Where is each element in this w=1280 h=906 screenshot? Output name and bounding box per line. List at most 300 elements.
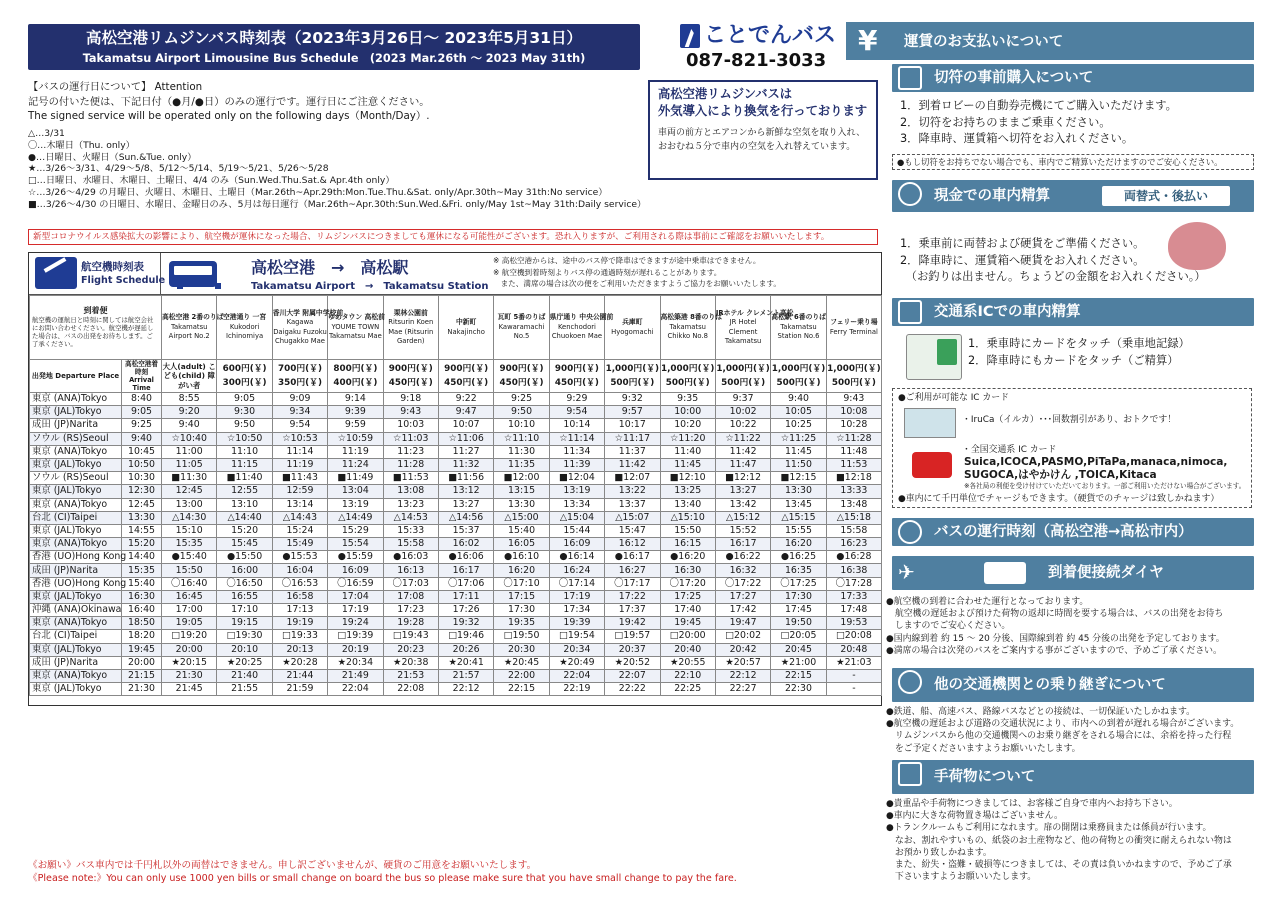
stop-name-en: JR Hotel Clement Takamatsu xyxy=(724,318,762,345)
departure-time-cell: 16:09 xyxy=(328,564,383,577)
departure-time-cell: 15:55 xyxy=(771,524,826,537)
stop-name-en: Kukodori Ichinomiya xyxy=(226,322,264,341)
departure-time-cell: ■12:04 xyxy=(549,472,604,485)
ticket-header xyxy=(892,64,1254,92)
cash-header xyxy=(892,180,1254,212)
departure-time-cell: 11:19 xyxy=(272,458,327,471)
company-logo xyxy=(680,22,837,74)
departure-time-cell: 17:25 xyxy=(660,590,715,603)
departure-time-cell: 19:15 xyxy=(217,617,272,630)
departure-time-cell: 9:35 xyxy=(660,393,715,406)
departure-time-cell: 20:40 xyxy=(660,643,715,656)
departure-time-cell: 17:37 xyxy=(605,604,660,617)
departure-time-cell: 〇17:28 xyxy=(826,577,881,590)
departure-time-cell: ●15:50 xyxy=(217,551,272,564)
departure-time-cell: 16:17 xyxy=(715,538,770,551)
fare-adult: 1,000円(￥) xyxy=(660,364,715,374)
departure-time-cell: 16:20 xyxy=(771,538,826,551)
departure-time-cell: 17:10 xyxy=(217,604,272,617)
departure-time-cell: 15:58 xyxy=(826,524,881,537)
bus-small-icon xyxy=(984,562,1026,584)
table-row xyxy=(30,498,882,511)
departure-time-cell: 17:04 xyxy=(328,590,383,603)
stop-name-jp: 瓦町 5番のりば xyxy=(497,313,546,322)
fare-adult: 600円(￥) xyxy=(222,364,267,374)
departure-time-cell: ●16:20 xyxy=(660,551,715,564)
departure-time-cell: 13:10 xyxy=(217,498,272,511)
bus-time-header xyxy=(892,518,1254,546)
connect-header xyxy=(892,556,1254,590)
fare-child: 300円(￥) xyxy=(222,378,267,388)
departure-time-cell: 〇17:06 xyxy=(438,577,493,590)
departure-time-cell: 〇17:20 xyxy=(660,577,715,590)
route-notes xyxy=(493,255,881,295)
departure-time-cell: 9:54 xyxy=(549,406,604,419)
departure-time-cell: △14:49 xyxy=(328,511,383,524)
departure-time-cell: △14:56 xyxy=(438,511,493,524)
route-jp: 高松空港 → 高松駅 xyxy=(251,258,409,277)
departure-time-cell: △14:53 xyxy=(383,511,438,524)
legend-item: □…日曜日、水曜日、木曜日、土曜日、4/4 のみ（Sun.Wed.Thu.Sat.& Apr.4th only） xyxy=(28,175,395,187)
departure-time-cell: 16:12 xyxy=(605,538,660,551)
origin-cell: 台北 (CI)Taipei xyxy=(30,630,122,643)
fare-cell xyxy=(660,360,715,393)
departure-time-cell: 10:17 xyxy=(605,419,660,432)
stop-name-jp: JRホテル クレメント高松 xyxy=(715,308,794,317)
departure-time-cell: 22:12 xyxy=(438,683,493,696)
departure-time-cell: 〇16:50 xyxy=(217,577,272,590)
departure-time-cell: ■12:12 xyxy=(715,472,770,485)
origin-cell: 成田 (JP)Narita xyxy=(30,564,122,577)
table-row xyxy=(30,524,882,537)
departure-time-cell: ☆10:50 xyxy=(217,432,272,445)
origin-cell: 東京 (JAL)Tokyo xyxy=(30,683,122,696)
national-label: ・全国交通系 IC カード xyxy=(962,445,1057,455)
origin-cell: 東京 (JAL)Tokyo xyxy=(30,485,122,498)
departure-time-cell: □20:00 xyxy=(660,630,715,643)
departure-time-cell: 19:50 xyxy=(771,617,826,630)
departure-time-cell: 13:08 xyxy=(383,485,438,498)
departure-time-cell: 22:19 xyxy=(549,683,604,696)
departure-time-cell: 11:14 xyxy=(272,445,327,458)
departure-time-cell: ■12:18 xyxy=(826,472,881,485)
fare-child: 500円(￥) xyxy=(776,378,821,388)
stop-name-en: Nakajincho xyxy=(447,327,485,336)
legend-item: 〇…木曜日（Thu. only） xyxy=(28,139,135,151)
ticket-item: 3．降車時、運賃箱へ切符をお入れください。 xyxy=(900,132,1134,145)
fare-adult: 800円(￥) xyxy=(333,364,378,374)
departure-time-cell: 16:20 xyxy=(494,564,549,577)
ic-reader-icon xyxy=(898,300,922,324)
arrival-time-label-cell: 高松空港着時刻 Arrival Time xyxy=(122,360,162,393)
charge-note: ●車内にて千円単位でチャージもできます。（硬貨でのチャージは致しかねます） xyxy=(898,494,1220,504)
stop-name-en: Takamatsu Airport No.2 xyxy=(168,322,210,341)
flight-schedule-header xyxy=(29,253,166,295)
departure-time-cell: ☆11:14 xyxy=(549,432,604,445)
departure-time-cell: 22:12 xyxy=(715,669,770,682)
departure-time-cell: ■11:43 xyxy=(272,472,327,485)
departure-time-cell: 20:23 xyxy=(383,643,438,656)
origin-cell: 香港 (UO)Hong Kong xyxy=(30,577,122,590)
departure-time-cell: 11:35 xyxy=(494,458,549,471)
luggage-notes xyxy=(886,798,1232,883)
departure-time-cell: 16:55 xyxy=(217,590,272,603)
departure-time-cell: 17:19 xyxy=(328,604,383,617)
connect-notes xyxy=(886,596,1225,657)
arrival-time-cell: 12:30 xyxy=(122,485,162,498)
stop-header xyxy=(217,296,272,360)
stop-name-en: Ritsurin Koen Mae (Ritsurin Garden) xyxy=(388,318,434,345)
departure-time-cell: 15:54 xyxy=(328,538,383,551)
departure-time-cell: ★20:57 xyxy=(715,656,770,669)
cash-items xyxy=(900,236,1206,286)
departure-time-cell: □19:33 xyxy=(272,630,327,643)
fare-adult: 1,000円(￥) xyxy=(771,364,826,374)
departure-time-cell: 11:39 xyxy=(549,458,604,471)
arrival-header-cell xyxy=(30,296,162,360)
departure-time-cell: ●16:28 xyxy=(826,551,881,564)
departure-time-cell: 11:50 xyxy=(771,458,826,471)
arrival-time-cell: 14:40 xyxy=(122,551,162,564)
departure-time-cell: 9:57 xyxy=(605,406,660,419)
luggage-note: また、紛失・盗難・破損等につきましては、その責は負いかねますので、予めご了承 xyxy=(886,860,1232,871)
departure-time-cell: 16:00 xyxy=(217,564,272,577)
footnote-en: 《Please note:》You can only use 1000 yen bills or small change on board the bus so please make sure that you have small change to pay the fare. xyxy=(28,872,737,884)
departure-time-cell: ★20:49 xyxy=(549,656,604,669)
departure-time-cell: 9:39 xyxy=(328,406,383,419)
yen-icon: ¥ xyxy=(858,24,878,57)
departure-time-cell: 13:15 xyxy=(494,485,549,498)
fare-cell xyxy=(549,360,604,393)
fare-adult: 700円(￥) xyxy=(277,364,322,374)
cash-title: 現金での車内精算 xyxy=(934,188,1050,204)
stop-name-en: Kawaramachi No.5 xyxy=(498,322,545,341)
origin-label-cell: 出発地 Departure Place xyxy=(30,360,122,393)
fare-cell xyxy=(328,360,383,393)
fare-cell xyxy=(605,360,660,393)
departure-time-cell: 21:44 xyxy=(272,669,327,682)
departure-time-cell: 17:30 xyxy=(771,590,826,603)
origin-cell: 東京 (ANA)Tokyo xyxy=(30,393,122,406)
departure-time-cell: 15:40 xyxy=(494,524,549,537)
departure-time-cell: 13:12 xyxy=(438,485,493,498)
table-row xyxy=(30,683,882,696)
departure-time-cell: 11:40 xyxy=(660,445,715,458)
departure-time-cell: 11:45 xyxy=(660,458,715,471)
notice-body-1: 車両の前方とエアコンから新鮮な空気を取り入れ、 xyxy=(658,128,866,138)
departure-time-cell: 9:59 xyxy=(328,419,383,432)
origin-cell: 東京 (JAL)Tokyo xyxy=(30,524,122,537)
clock-icon xyxy=(898,520,922,544)
legend-item: ★…3/26～3/31、4/29～5/8、5/12～5/14、5/19～5/21、5/26～5/28 xyxy=(28,163,329,175)
departure-time-cell: 21:45 xyxy=(162,683,217,696)
luggage-note: ●貴重品や手荷物につきましては、お客様ご自身で車内へお持ち下さい。 xyxy=(886,799,1178,809)
national-cards xyxy=(964,456,1227,482)
departure-time-cell: ■11:40 xyxy=(217,472,272,485)
departure-time-cell: 15:33 xyxy=(383,524,438,537)
departure-time-cell: - xyxy=(826,683,881,696)
luggage-header xyxy=(892,760,1254,794)
departure-time-cell: 20:19 xyxy=(328,643,383,656)
table-row xyxy=(30,445,882,458)
departure-time-cell: ■11:49 xyxy=(328,472,383,485)
ticket-note: ●もし切符をお持ちでない場合でも、車内でご精算いただけますのでご安心ください。 xyxy=(892,154,1254,170)
departure-time-cell: △14:40 xyxy=(217,511,272,524)
luggage-note: なお、割れやすいもの、紙袋のお土産物など、他の荷物との衝突に耐えられない物は xyxy=(886,835,1232,846)
ic-header xyxy=(892,298,1254,326)
departure-time-cell: 19:47 xyxy=(715,617,770,630)
departure-time-cell: 13:33 xyxy=(826,485,881,498)
national-cards-1: Suica,ICOCA,PASMO,PiTaPa,manaca,nimoca, xyxy=(964,456,1228,468)
departure-time-cell: 9:30 xyxy=(217,406,272,419)
table-row xyxy=(30,538,882,551)
fare-child: 450円(￥) xyxy=(444,378,489,388)
departure-time-cell: 16:45 xyxy=(162,590,217,603)
table-row xyxy=(30,472,882,485)
departure-time-cell: □19:30 xyxy=(217,630,272,643)
departure-time-cell: 10:00 xyxy=(660,406,715,419)
departure-time-cell: 19:24 xyxy=(328,617,383,630)
departure-time-cell: □19:57 xyxy=(605,630,660,643)
departure-time-cell: 9:43 xyxy=(383,406,438,419)
departure-time-cell: □19:20 xyxy=(162,630,217,643)
table-row xyxy=(30,630,882,643)
departure-time-cell: 22:07 xyxy=(605,669,660,682)
legend-item: ■…3/26～4/30 の日曜日、水曜日、金曜日のみ、5月は毎日運行（Mar.26th~Apr.30th:Sun.Wed.&Fri. only/May 1st~May 31th:Daily service） xyxy=(28,198,647,210)
departure-time-cell: 16:17 xyxy=(438,564,493,577)
departure-time-cell: 9:40 xyxy=(162,419,217,432)
transfer-arrows-icon xyxy=(898,670,922,694)
table-row xyxy=(30,393,882,406)
arrival-time-cell: 14:55 xyxy=(122,524,162,537)
departure-time-cell: ★20:34 xyxy=(328,656,383,669)
route-note: また、満席の場合は次の便をご利用いただきますようご協力をお願いいたします。 xyxy=(493,279,781,289)
notice-body-2: おおむね５分で車内の空気を入れ替えています。 xyxy=(658,142,856,152)
departure-time-cell: ●16:22 xyxy=(715,551,770,564)
iruca-card-icon xyxy=(904,408,956,438)
origin-cell: ソウル (RS)Seoul xyxy=(30,472,122,485)
departure-time-cell: 19:28 xyxy=(383,617,438,630)
arrival-time-cell: 21:30 xyxy=(122,683,162,696)
departure-time-cell: 17:40 xyxy=(660,604,715,617)
legend-item: ●…日曜日、火曜日（Sun.&Tue. only） xyxy=(28,151,197,163)
table-row xyxy=(30,617,882,630)
departure-time-cell: 11:05 xyxy=(162,458,217,471)
fare-child: 450円(￥) xyxy=(388,378,433,388)
departure-time-cell: 20:26 xyxy=(438,643,493,656)
schedule-table xyxy=(29,295,882,696)
departure-time-cell: 16:35 xyxy=(771,564,826,577)
coin-purse-icon xyxy=(1168,222,1226,270)
departure-time-cell: ☆11:25 xyxy=(771,432,826,445)
departure-time-cell: 17:48 xyxy=(826,604,881,617)
departure-time-cell: 13:27 xyxy=(438,498,493,511)
fare-adult: 900円(￥) xyxy=(444,364,489,374)
ticket-items xyxy=(900,98,1177,148)
ic-item: 2．降車時にもカードをタッチ（ご精算） xyxy=(968,353,1179,367)
departure-time-cell: 19:35 xyxy=(494,617,549,630)
departure-time-cell: ●15:40 xyxy=(162,551,217,564)
departure-time-cell: 15:52 xyxy=(715,524,770,537)
fare-cell xyxy=(438,360,493,393)
stop-name-en: Takamatsu Station No.6 xyxy=(777,322,820,341)
departure-time-cell: 19:42 xyxy=(605,617,660,630)
departure-time-cell: 21:59 xyxy=(272,683,327,696)
departure-time-cell: 11:37 xyxy=(605,445,660,458)
departure-time-cell: ★20:52 xyxy=(605,656,660,669)
departure-time-cell: 9:05 xyxy=(217,393,272,406)
stop-header xyxy=(328,296,383,360)
route-en: Takamatsu Airport → Takamatsu Station xyxy=(251,281,489,292)
departure-time-cell: 20:10 xyxy=(217,643,272,656)
kotoden-logo-icon xyxy=(680,24,700,48)
departure-time-cell: 11:47 xyxy=(715,458,770,471)
departure-time-cell: ●16:25 xyxy=(771,551,826,564)
fare-child: 450円(￥) xyxy=(554,378,599,388)
departure-time-cell: 21:53 xyxy=(383,669,438,682)
fare-cell xyxy=(272,360,327,393)
table-row xyxy=(30,643,882,656)
stops-header-row xyxy=(30,296,882,360)
departure-time-cell: 20:13 xyxy=(272,643,327,656)
departure-time-cell: □19:39 xyxy=(328,630,383,643)
departure-time-cell: 20:37 xyxy=(605,643,660,656)
stop-header xyxy=(494,296,549,360)
departure-time-cell: □19:50 xyxy=(494,630,549,643)
plane-arrival-icon: ✈ xyxy=(898,560,915,584)
departure-time-cell: 13:40 xyxy=(660,498,715,511)
departure-time-cell: 13:34 xyxy=(549,498,604,511)
departure-time-cell: 9:47 xyxy=(438,406,493,419)
departure-time-cell: 21:55 xyxy=(217,683,272,696)
departure-time-cell: 17:15 xyxy=(494,590,549,603)
departure-time-cell: ●16:14 xyxy=(549,551,604,564)
departure-time-cell: 21:30 xyxy=(162,669,217,682)
departure-time-cell: 11:48 xyxy=(826,445,881,458)
departure-time-cell: 〇17:25 xyxy=(771,577,826,590)
departure-time-cell: ☆11:10 xyxy=(494,432,549,445)
transfer-note: リムジンバスから他の交通機関へのお乗り継ぎをされる場合には、余裕を持った行程 xyxy=(886,731,1232,742)
departure-time-cell: 21:57 xyxy=(438,669,493,682)
national-note: ※各社局の利便を受け付けていただいております。一部ご利用いただけない場合がございます。 xyxy=(964,482,1246,490)
departure-time-cell: 9:14 xyxy=(328,393,383,406)
origin-cell: 沖縄 (ANA)Okinawa xyxy=(30,604,122,617)
arrival-time-cell: 10:30 xyxy=(122,472,162,485)
departure-time-cell: 11:27 xyxy=(438,445,493,458)
departure-time-cell: 15:47 xyxy=(605,524,660,537)
departure-time-cell: 11:24 xyxy=(328,458,383,471)
departure-time-cell: 11:45 xyxy=(771,445,826,458)
departure-time-cell: 10:20 xyxy=(660,419,715,432)
arrival-time-cell: 15:20 xyxy=(122,538,162,551)
departure-time-cell: 8:55 xyxy=(162,393,217,406)
departure-time-cell: 9:50 xyxy=(217,419,272,432)
departure-time-cell: 13:19 xyxy=(328,498,383,511)
departure-time-cell: 〇16:53 xyxy=(272,577,327,590)
table-row xyxy=(30,458,882,471)
stop-header xyxy=(549,296,614,360)
bus-icon xyxy=(169,261,217,287)
arrival-time-cell: 9:05 xyxy=(122,406,162,419)
transfer-note: ●航空機の遅延および道路の交通状況により、市内への到着が遅れる場合がございます。 xyxy=(886,719,1240,730)
origin-cell: 東京 (ANA)Tokyo xyxy=(30,669,122,682)
stop-header xyxy=(660,296,722,360)
connect-title: 到着便接続ダイヤ xyxy=(1048,565,1164,581)
luggage-note: 下さいますようお願いいたします。 xyxy=(886,872,1037,883)
departure-time-cell: 16:38 xyxy=(826,564,881,577)
departure-time-cell: 16:24 xyxy=(549,564,604,577)
attention-line: The signed service will be operated only on the following days（Month/Day）. xyxy=(28,110,430,122)
departure-time-cell: 9:20 xyxy=(162,406,217,419)
fare-cell xyxy=(494,360,549,393)
stop-name-jp: 空港通り 一宮 xyxy=(223,313,267,322)
departure-time-cell: 19:53 xyxy=(826,617,881,630)
notice-title-2: 外気導入により換気を行っております xyxy=(658,104,868,118)
departure-time-cell: 13:19 xyxy=(549,485,604,498)
bus-time-title: バスの運行時刻（高松空港→高松市内） xyxy=(934,524,1193,540)
stop-header xyxy=(715,296,794,360)
departure-time-cell: 16:32 xyxy=(715,564,770,577)
cash-item: （お釣りは出ません。ちょうどの金額をお入れください。） xyxy=(900,270,1206,283)
departure-time-cell: 20:30 xyxy=(494,643,549,656)
departure-time-cell: ■12:00 xyxy=(494,472,549,485)
departure-time-cell: □20:02 xyxy=(715,630,770,643)
origin-cell: ソウル (RS)Seoul xyxy=(30,432,122,445)
departure-time-cell: 〇17:22 xyxy=(715,577,770,590)
connect-note: ●航空機の到着に合わせた運行となっております。 xyxy=(886,597,1089,607)
departure-time-cell: 17:13 xyxy=(272,604,327,617)
departure-time-cell: 19:32 xyxy=(438,617,493,630)
luggage-note: お預かり致しかねます。 xyxy=(886,847,992,858)
stop-name-en: Takamatsu Chikko No.8 xyxy=(667,322,708,341)
departure-time-cell: 12:45 xyxy=(162,485,217,498)
fare-cell xyxy=(771,360,826,393)
arrival-time-cell: 10:50 xyxy=(122,458,162,471)
luggage-note: ●トランクルームもご利用になれます。扉の開閉は乗務員または係員が行います。 xyxy=(886,823,1212,834)
arrival-time-cell: 21:15 xyxy=(122,669,162,682)
departure-time-cell: 9:54 xyxy=(272,419,327,432)
departure-time-cell: 22:15 xyxy=(771,669,826,682)
departure-time-cell: 22:00 xyxy=(494,669,549,682)
departure-time-cell: ●16:10 xyxy=(494,551,549,564)
departure-time-cell: 20:34 xyxy=(549,643,604,656)
departure-time-cell: 17:42 xyxy=(715,604,770,617)
fare-adult: 900円(￥) xyxy=(499,364,544,374)
origin-cell: 東京 (JAL)Tokyo xyxy=(30,590,122,603)
stop-name-en: YOUME TOWN Takamatsu Mae xyxy=(328,322,382,341)
attention-line: 【バスの運行日について】 Attention xyxy=(28,81,203,93)
departure-time-cell: ■12:15 xyxy=(771,472,826,485)
departure-time-cell: 11:23 xyxy=(383,445,438,458)
origin-cell: 東京 (JAL)Tokyo xyxy=(30,458,122,471)
departure-time-cell: 22:22 xyxy=(605,683,660,696)
ic-items xyxy=(968,336,1190,369)
arrival-time-cell: 8:40 xyxy=(122,393,162,406)
departure-time-cell: 13:37 xyxy=(605,498,660,511)
table-row xyxy=(30,656,882,669)
departure-time-cell: 〇17:17 xyxy=(605,577,660,590)
stop-name-jp: 高松駅 6番のりば xyxy=(771,313,826,322)
origin-cell: 成田 (JP)Narita xyxy=(30,656,122,669)
transfer-note: ●鉄道、船、高速バス、路線バスなどとの接続は、一切保証いたしかねます。 xyxy=(886,707,1196,717)
departure-time-cell: 16:13 xyxy=(383,564,438,577)
departure-time-cell: 17:27 xyxy=(715,590,770,603)
cash-pill: 両替式・後払い xyxy=(1102,186,1230,206)
fare-adult: 900円(￥) xyxy=(554,364,599,374)
departure-time-cell: ★20:15 xyxy=(162,656,217,669)
departure-time-cell: 17:23 xyxy=(383,604,438,617)
legend-item: ☆…3/26～4/29 の月曜日、火曜日、木曜日、土曜日（Mar.26th~Apr.29th:Mon.Tue.Thu.&Sat. only/Apr.30th~May 31th:No service） xyxy=(28,186,608,198)
